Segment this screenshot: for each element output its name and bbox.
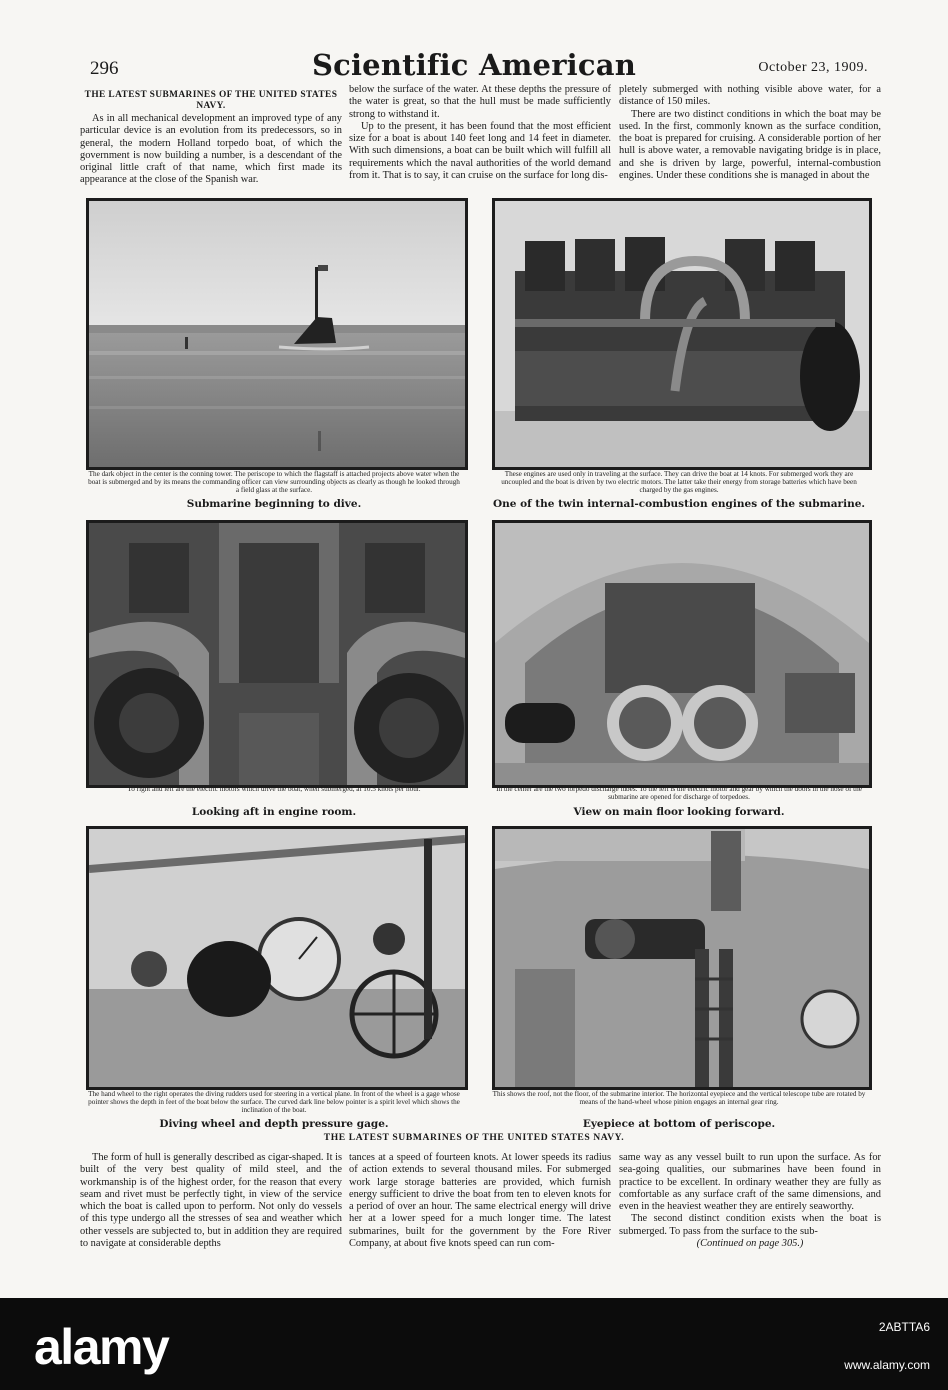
photo-title: One of the twin internal-combustion engines of the submarine.	[492, 498, 866, 510]
photo-title: Looking aft in engine room.	[191, 806, 357, 818]
photo-main-floor	[492, 520, 872, 788]
continued-note: (Continued on page 305.)	[696, 1238, 804, 1250]
article-heading: THE LATEST SUBMARINES OF THE UNITED STATES NAVY.	[84, 90, 338, 111]
photo-title: Diving wheel and depth pressure gage.	[159, 1118, 389, 1130]
intro-paragraph: As in all mechanical development an improved type of any particular device is an evolution from its predecessors, so in general, the modern Holland torpedo boat, of which the government is now building a number, is a descendant of the original little craft of that name, which first made its appearance at the close of the Spanish war.	[80, 113, 342, 186]
intro-column-1	[80, 90, 342, 187]
body-paragraph: same way as any vessel built to run upon the surface. As for sea-going qualities, our submarines have been found in practice to be excellent. In ordinary weather they are fully as comfortable as any surface craft of the same dimensions, and even in the heaviest weather they are entirely seaworthy.	[619, 1152, 881, 1213]
photo-caption: In the center are the two torpedo discharge tubes. To the left is the electric motor and gear by which the doors in the nose of the submarine are opened for discharge of torpedoes.	[496, 785, 862, 802]
photo-title: Submarine beginning to dive.	[186, 498, 362, 510]
body-column-1	[80, 1152, 342, 1250]
intro-paragraph: Up to the present, it has been found that the most efficient size for a boat is about 140 feet long and 14 feet in diameter. With such dimensions, a boat can be built which will fulfill all requirements which the naval authorities of the world demand from it. That is to say, it can cruise on the surface for long dis-	[349, 120, 611, 182]
photo-title: View on main floor looking forward.	[573, 806, 785, 818]
intro-paragraph: below the surface of the water. At these depths the pressure of the water is great, so that the hull must be made sufficiently strong to withstand it.	[349, 84, 611, 120]
photo-caption: The hand wheel to the right operates the diving rudders used for steering in a vertical plane. In front of the wheel is a gage whose pointer shows the depth in feet of the boat below the surface. The curved dark line below pointer is a spirit level which shows the inclination of the boat.	[88, 1090, 460, 1115]
intro-paragraph: pletely submerged with nothing visible above water, for a distance of 150 miles.	[619, 84, 881, 108]
magazine-title: Scientific American	[311, 48, 637, 82]
page-number: 296	[90, 58, 119, 79]
intro-column-3	[619, 84, 881, 182]
intro-paragraph: There are two distinct conditions in which the boat may be used. In the first, commonly known as the surface condition, the boat is prepared for cruising. A considerable portion of her hull is above water, a removable navigating bridge is in place, and she is driven by large, powerful, internal-combustion engines. Under these conditions she is managed in about the	[619, 108, 881, 182]
body-paragraph: The form of hull is generally described as cigar-shaped. It is built of the very best quality of mild steel, and the workmanship is of the highest order, for the reason that every seam and rivet must be perfectly tight, in view of the service which the boat is called upon to perform. Not only do vessels of this type undergo all the stresses of sea and weather which other vessels are subjected to, but in addition they are required to navigate at considerable depths	[80, 1152, 342, 1250]
image-id: 2ABTTA6	[878, 1320, 930, 1334]
photo-diving-wheel	[86, 826, 468, 1090]
body-paragraph: tances at a speed of fourteen knots. At lower speeds its radius of action extends to several thousand miles. For submerged work large storage batteries are provided, which furnish energy sufficient to drive the boat from ten to eleven knots for a period of over an hour. The same electrical energy will drive her at a lower speed for a much longer time. The latest submarines, built for the government by the Fore River Company, at about five knots speed can run com-	[349, 1152, 611, 1250]
issue-date: October 23, 1909.	[758, 60, 868, 75]
intro-column-2	[349, 84, 611, 182]
photo-caption: This shows the roof, not the floor, of the submarine interior. The horizontal eyepiece and the vertical telescope tube are rotated by means of the hand-wheel whose pinion engages an internal gear ring.	[492, 1090, 866, 1107]
photo-submarine-diving	[86, 198, 468, 470]
body-column-2	[349, 1152, 611, 1250]
photo-engine-room	[86, 520, 468, 788]
photo-caption: The dark object in the center is the conning tower. The periscope to which the flagstaff is attached projects above water when the boat is submerged and by its means the commanding officer can view surrounding objects as clearly as though he looked through a field glass at the surface.	[88, 470, 460, 495]
plate-caption: THE LATEST SUBMARINES OF THE UNITED STATES NAVY.	[323, 1132, 625, 1143]
site-url: www.alamy.com	[844, 1358, 930, 1372]
body-column-3	[619, 1152, 881, 1250]
photo-title: Eyepiece at bottom of periscope.	[582, 1118, 776, 1130]
photo-periscope-eyepiece	[492, 826, 872, 1090]
photo-caption: To right and left are the electric motors which drive the boat, when submerged, at 10.5 knots per hour.	[127, 785, 421, 793]
photo-combustion-engine	[492, 198, 872, 470]
photo-caption: These engines are used only in traveling at the surface. They can drive the boat at 14 knots. For submerged work they are uncoupled and the boat is driven by two electric motors. The latter take their energy from storage batteries which have been charged by the gas engines.	[501, 470, 857, 495]
alamy-logo: alamy	[34, 1319, 169, 1375]
body-paragraph: The second distinct condition exists when the boat is submerged. To pass from the surface to the sub-	[619, 1213, 881, 1237]
